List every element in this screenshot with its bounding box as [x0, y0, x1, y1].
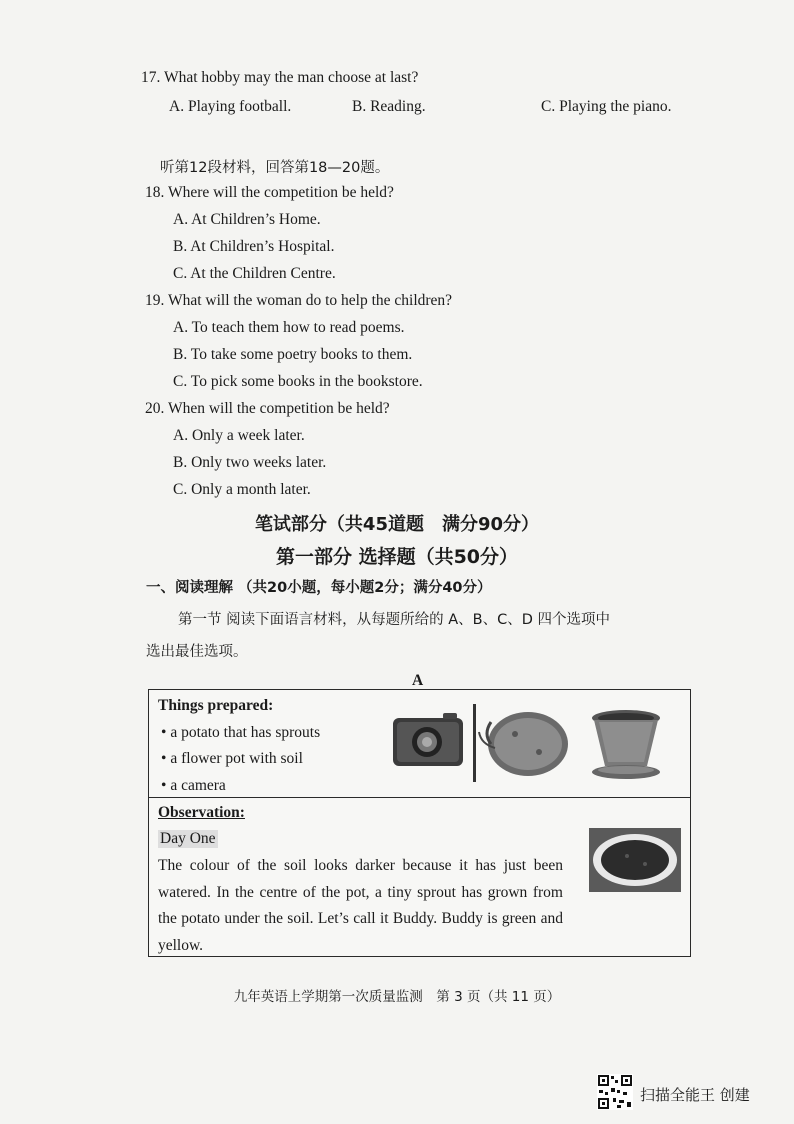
question-20: 20. When will the competition be held? — [145, 400, 390, 417]
question-18: 18. Where will the competition be held? — [145, 184, 394, 201]
instruction-line-1: 第一节 阅读下面语言材料，从每题所给的 A、B、C、D 四个选项中 — [178, 612, 610, 628]
option-19b: B. To take some poetry books to them. — [173, 346, 413, 363]
soil-pot-image — [589, 828, 681, 892]
option-17b: B. Reading. — [352, 98, 426, 115]
written-section-title: 笔试部分（共45道题 满分90分） — [254, 514, 540, 535]
things-prepared-box — [148, 689, 691, 799]
option-19c: C. To pick some books in the bookstore. — [173, 373, 423, 390]
observation-paragraph: The colour of the soil looks darker because it has just been watered. In the centre of the pot, a tiny sprout has grown from the potato under the soil. Let’s call it Buddy. Buddy is green and yellow. — [158, 857, 563, 954]
item-potato: a potato that has sprouts — [170, 724, 321, 741]
section-12-instruction: 听第12段材料，回答第18—20题。 — [160, 160, 390, 176]
observation-title: Observation: — [158, 804, 245, 821]
observation-box — [148, 797, 691, 957]
qr-code-icon — [597, 1074, 633, 1110]
option-19a: A. To teach them how to read poems. — [173, 319, 405, 336]
option-20b: B. Only two weeks later. — [173, 454, 327, 471]
passage-label: A — [412, 672, 424, 689]
scanner-watermark-label: 扫描全能王 创建 — [640, 1086, 750, 1104]
reading-heading: 一、阅读理解 （共20小题，每小题2分；满分40分） — [146, 580, 492, 596]
list-item: • a camera — [161, 777, 226, 794]
potato-image — [473, 704, 573, 782]
question-17: 17. What hobby may the man choose at last? — [141, 69, 419, 86]
option-18a: A. At Children’s Home. — [173, 211, 321, 228]
question-19: 19. What will the woman do to help the children? — [145, 292, 453, 309]
instruction-line-2: 选出最佳选项。 — [146, 644, 248, 660]
option-20a: A. Only a week later. — [173, 427, 305, 444]
things-prepared-title: Things prepared: — [158, 697, 274, 714]
day-one-label: Day One — [160, 830, 216, 847]
part-one-title: 第一部分 选择题（共50分） — [275, 546, 519, 568]
option-18b: B. At Children’s Hospital. — [173, 238, 335, 255]
option-17a: A. Playing football. — [169, 98, 292, 115]
list-item: • a flower pot with soil — [161, 750, 303, 767]
flower-pot-image — [589, 708, 664, 784]
list-item: • a potato that has sprouts — [161, 724, 321, 741]
item-flower-pot: a flower pot with soil — [170, 750, 303, 767]
page-footer: 九年英语上学期第一次质量监测 第 3 页（共 11 页） — [233, 989, 561, 1005]
option-17c: C. Playing the piano. — [541, 98, 672, 115]
camera-image — [389, 708, 467, 772]
item-camera: a camera — [170, 777, 226, 794]
option-20c: C. Only a month later. — [173, 481, 311, 498]
option-18c: C. At the Children Centre. — [173, 265, 336, 282]
